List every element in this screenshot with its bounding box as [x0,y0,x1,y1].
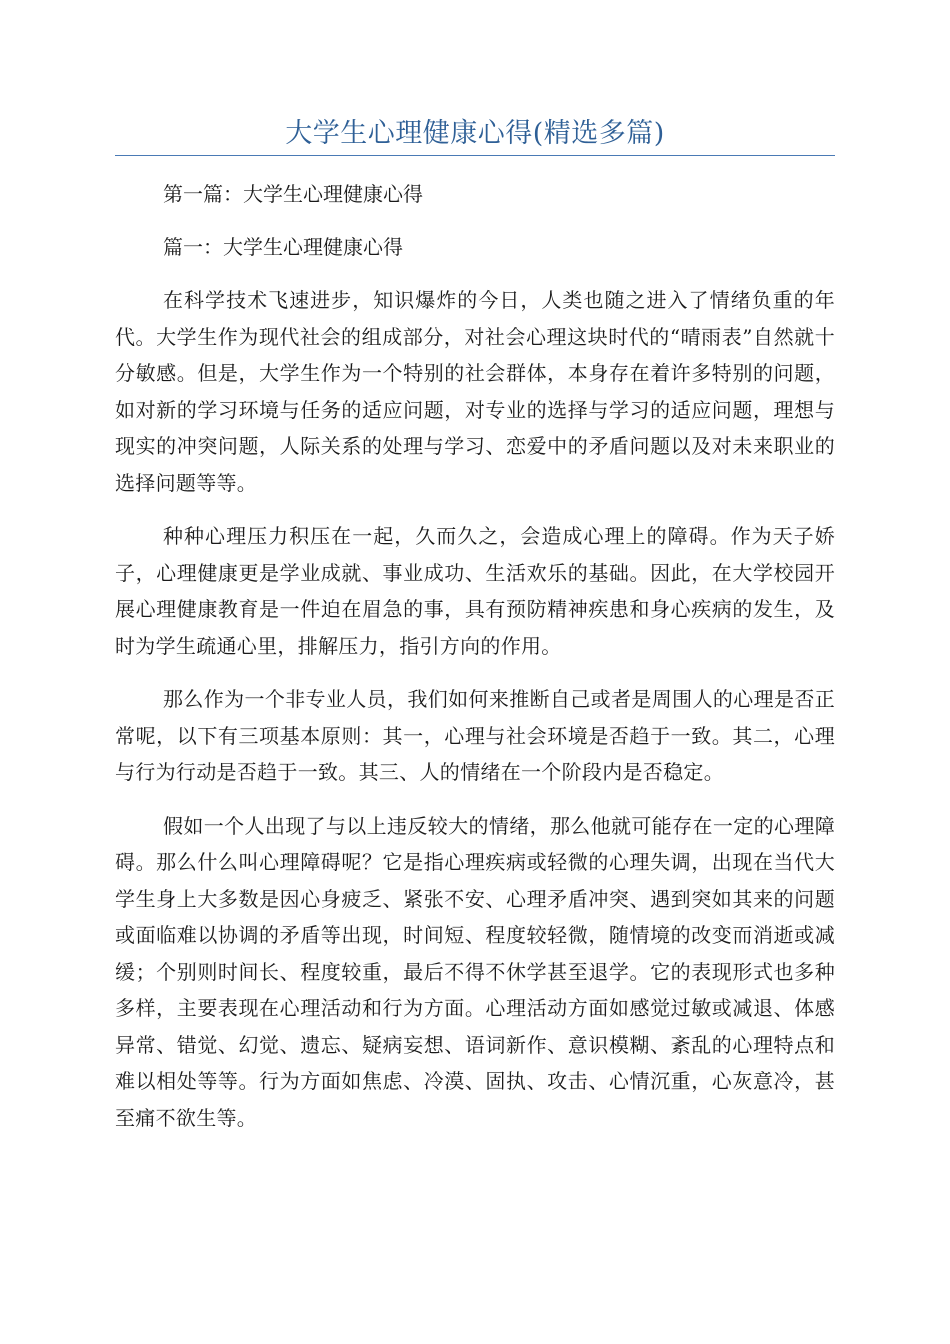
title-underline [115,155,835,156]
document-body [115,176,835,1153]
paragraph-4: 假如一个人出现了与以上违反较大的情绪，那么他就可能存在一定的心理障碍。那么什么叫心理障碍呢？它是指心理疾病或轻微的心理失调，出现在当代大学生身上大多数是因心身疲乏、紧张不安、心理矛盾冲突、遇到突如其来的问题或面临难以协调的矛盾等出现，时间短、程度较轻微，随情境的改变而消逝或减缓；个别则时间长、程度较重，最后不得不休学甚至退学。它的表现形式也多种多样，主要表现在心理活动和行为方面。心理活动方面如感觉过敏或减退、体感异常、错觉、幻觉、遗忘、疑病妄想、语词新作、意识模糊、紊乱的心理特点和难以相处等等。行为方面如焦虑、冷漠、固执、攻击、心情沉重，心灰意冷，甚至痛不欲生等。 [115,813,835,1130]
section-heading: 第一篇：大学生心理健康心得 [163,182,423,206]
paragraph-1: 在科学技术飞速进步，知识爆炸的今日，人类也随之进入了情绪负重的年代。大学生作为现代社会的组成部分，对社会心理这块时代的“晴雨表”自然就十分敏感。但是，大学生作为一个特别的社会群体，本身存在着许多特别的问题，如对新的学习环境与任务的适应问题，对专业的选择与学习的适应问题，理想与现实的冲突问题，人际关系的处理与学习、恋爱中的矛盾问题以及对未来职业的选择问题等等。 [115,288,835,495]
document-title: 大学生心理健康心得(精选多篇) [285,118,665,149]
sub-heading: 篇一：大学生心理健康心得 [163,235,403,259]
paragraph-2: 种种心理压力积压在一起，久而久之，会造成心理上的障碍。作为天子娇子，心理健康更是学业成就、事业成功、生活欢乐的基础。因此，在大学校园开展心理健康教育是一件迫在眉急的事，具有预防精神疾患和身心疾病的发生，及时为学生疏通心里，排解压力，指引方向的作用。 [115,524,835,658]
paragraph-3: 那么作为一个非专业人员，我们如何来推断自己或者是周围人的心理是否正常呢，以下有三项基本原则：其一，心理与社会环境是否趋于一致。其二，心理与行为行动是否趋于一致。其三、人的情绪在一个阶段内是否稳定。 [115,687,835,784]
